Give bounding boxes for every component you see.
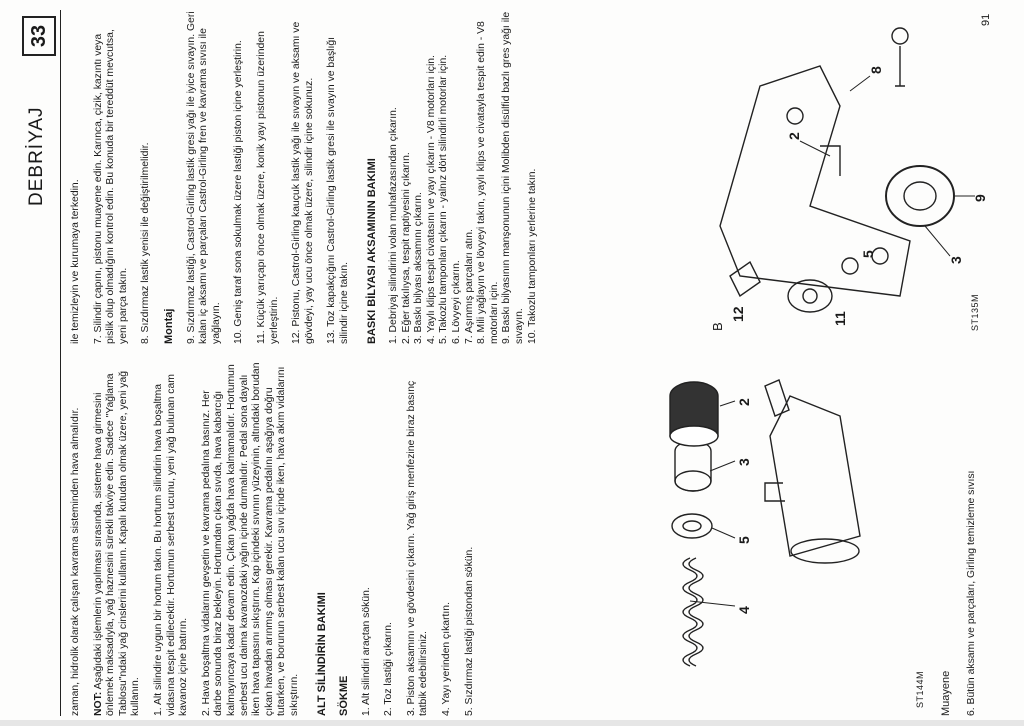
spring-part xyxy=(683,558,703,666)
baski-step: 1. Debriyaj silindirini volan muhafazasından çıkarın. xyxy=(388,107,400,344)
scan-edge xyxy=(0,720,1024,726)
intro-paragraph: zaman, hidrolik olarak çalışan kavrama sisteminden hava almalıdır. xyxy=(70,407,81,716)
nut-part xyxy=(842,258,858,274)
baski-step: 8. Mili yağlayın ve lövyeyi takın, yaylı klips ve civatayla tespit edin - V8 motorları için. xyxy=(476,21,500,344)
chapter-title: DEBRİYAJ xyxy=(26,106,47,206)
baski-list xyxy=(388,10,539,344)
baski-step: 5. Takozlu tamponları çıkarın - yalnız dört silindirli motorlar için. xyxy=(438,54,450,344)
footer-page-number: 91 xyxy=(980,13,992,26)
step-7: 7. Silindir çapını, pistonu muayene edin. Karınca, çizik, kazıntı veya pislik olup olmadığını kontrol edin. Bu konuda bir tereddüt mevcutsa, yeni parça takın. xyxy=(92,29,129,344)
section-heading-alt-silindir: ALT SİLİNDİRİN BAKIMI xyxy=(315,592,328,716)
callout-4: 4 xyxy=(736,606,752,614)
section-heading-baski: BASKI BİLYASI AKSAMININ BAKIMI xyxy=(365,158,378,344)
baski-step: 4. Yaylı klips tespit civatasını ve yayı çıkarın - V8 motorları için. xyxy=(425,55,437,344)
step-8: 8. Sızdırmaz lastik yenisi ile değiştirilmelidir. xyxy=(140,142,152,344)
lever-fork-part xyxy=(720,66,910,296)
montaj-step: 9. Sızdırmaz lastiği, Castrol-Girling lastik gresi yağı ile iyice sıvayın. Geri kalan iç aksamı ve parçaları Castrol-Girling fren ve kavrama sıvısı ile yağlayın. xyxy=(185,11,222,344)
baski-step: 9. Baskı bilyasının manşonunun içini Molibden disülfid bazlı gres yağı ile sıvayın. xyxy=(501,11,526,344)
callout-9: 9 xyxy=(972,194,988,202)
sokme-step: 2. Toz lastiği çıkarın. xyxy=(383,622,395,716)
callout-2: 2 xyxy=(736,398,752,406)
right-figure xyxy=(700,10,990,336)
subheading-sokme: SÖKME xyxy=(338,675,351,716)
page-number-box: 33 xyxy=(22,16,56,56)
montaj-step: 12. Pistonu, Castrol-Girling kauçuk lastik yağı ile sıvayın ve aksamı ve gövdeyi, yay ucu önce olmak üzere, silindir içine sokunuz. xyxy=(291,21,315,344)
right-figure-letter: B xyxy=(710,321,725,331)
baski-step: 2. Eğer takılıysa, tespit raptiyesini çıkarın. xyxy=(400,152,412,344)
page-header xyxy=(20,10,61,716)
callout-8: 8 xyxy=(868,66,884,74)
seal-part xyxy=(672,514,712,538)
callout-11: 11 xyxy=(832,311,848,326)
sokme-step: 5. Sızdırmaz lastiği pistondan sökün. xyxy=(463,546,475,716)
rotated-page-content xyxy=(20,10,1004,716)
sokme-step: 1. Alt silindiri araçtan sökün. xyxy=(360,587,372,716)
callout-5: 5 xyxy=(860,250,876,258)
step-2: 2. Hava boşaltma vidalarını gevşetin ve kavrama pedalına basınız. Her darbe sonunda biraz bekleyin. Hortumdan çıkan sıvıda, hava kabarcığı kalmayıncaya kadar devam edin. Çıkan yağda hava kalmamalıdır. Hortumun serbest ucu daima kavanozdaki yağın içinde durmalıdır. Pedal sona dayalı iken hava tapasını sıkıştırın. Kap içindeki sıvının yüzeyinin, altındaki borudan çıkan havadan arınmış olması gerekir. Kavrama pedalını aşağıya doğru tutarken, ve borunun serbest kalan ucu sıvı içinde iken, hava akım vidalarını sıkıştırın. xyxy=(200,362,300,716)
baski-step: 6. Lövyeyi çıkarın. xyxy=(451,260,463,344)
callout-12: 12 xyxy=(730,306,746,322)
bearing-part xyxy=(886,166,954,226)
baski-step: 10. Takozlu tamponları yerlerine takın. xyxy=(526,168,538,344)
step-1: 1. Alt silindire uygun bir hortum takın. Bu hortum silindirin hava boşaltma vidasına tespit edilecektir. Hortumun serbest ucunu, yeni yağ bulunan cam kavanoz içine batırın. xyxy=(152,374,190,716)
sokme-list xyxy=(361,361,477,716)
baski-step: 3. Baskı bilyası aksamını çıkarın. xyxy=(413,192,425,344)
piston-part xyxy=(675,441,711,491)
bolt-part xyxy=(895,46,905,86)
sokme-step: 4. Yayı yerinden çıkartın. xyxy=(441,602,453,716)
right-column xyxy=(70,10,539,344)
montaj-step: 11. Küçük yarıçapı önce olmak üzere, konik yayı pistonun üzerinden yerleştirin. xyxy=(255,31,280,344)
callout-2: 2 xyxy=(786,132,802,140)
subheading-montaj: Montaj xyxy=(162,308,175,344)
sokme-step: 3. Piston aksamını ve gövdesini çıkarın. Yağ giriş menfezine biraz basınç tatbik edebilirsiniz. xyxy=(405,380,430,716)
continuation-text: ile temizleyin ve kurumaya terkedin. xyxy=(70,179,81,344)
note-text: Aşağıdaki işlemlerin yapılması sırasında, sisteme hava girmesini önlemek maksadıyla, yağ haznesini sürekli takviye edin. Sadece "Yağlama Tablosu"ndaki yağ cinslerini kullanın. Kapalı kutudan olmak üzere, yeni yağ kullanın. xyxy=(92,370,142,716)
muayene-step-6: 6. Bütün aksamı ve parçaları, Girling temizleme sıvısı xyxy=(966,470,977,716)
cylinder-parts-diagram xyxy=(640,366,940,706)
montaj-step: 10. Geniş taraf sona sokulmak üzere lastiği piston içine yerleştirin. xyxy=(233,40,245,344)
right-figure-label: ST135M xyxy=(970,293,980,331)
note-label: NOT: xyxy=(92,691,104,716)
callout-3: 3 xyxy=(948,256,964,264)
cylinder-body-part xyxy=(770,396,860,556)
baski-step: 7. Aşınmış parçaları atın. xyxy=(463,229,475,344)
release-bearing-diagram xyxy=(700,10,990,336)
left-figure-label: ST144M xyxy=(915,670,925,708)
left-column xyxy=(70,361,476,716)
subheading-muayene: Muayene xyxy=(940,670,952,716)
montaj-step: 13. Toz kapakçığını Castrol-Girling lastik gresi ile sıvayın ve başlığı silindir içine takın. xyxy=(326,36,350,344)
callout-3: 3 xyxy=(736,458,752,466)
callout-5: 5 xyxy=(736,536,752,544)
pad-part xyxy=(730,262,760,296)
left-figure xyxy=(640,366,940,706)
note-paragraph xyxy=(93,361,143,716)
